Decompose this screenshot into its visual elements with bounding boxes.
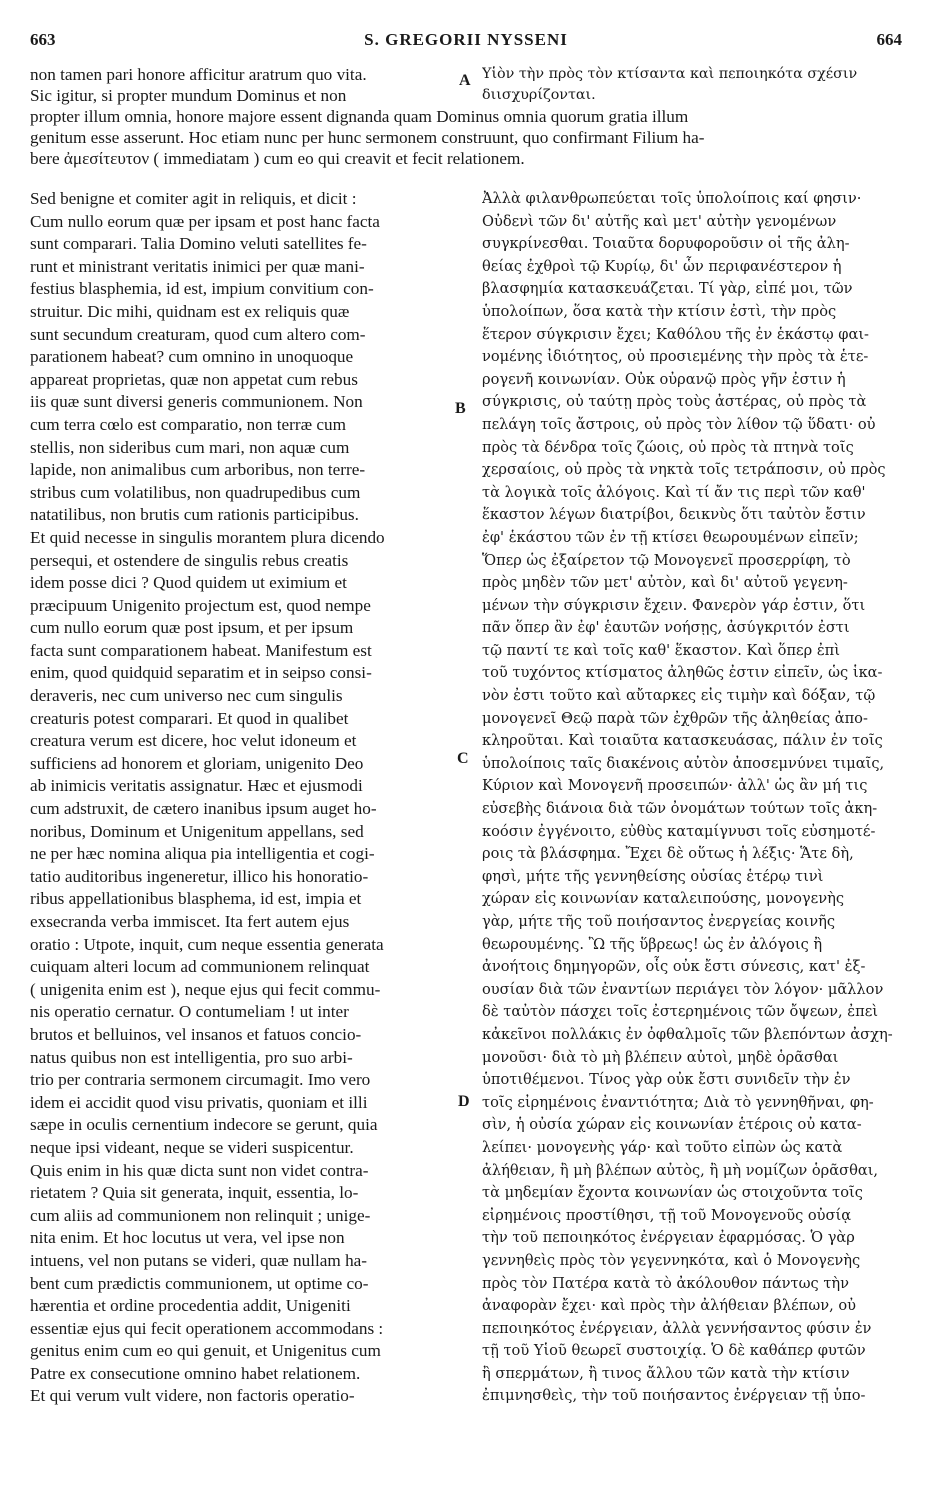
text-line: ὑπολοίπων, ὅσα κατὰ τὴν κτίσιν ἐστὶ, τὴν πρὸς — [482, 302, 837, 320]
text-line: runt et ministrant veritatis inimici per quæ mani- — [30, 256, 365, 276]
full-width-paragraph — [30, 106, 902, 170]
text-line: noribus, Dominum et Unigenitum appellans, sed — [30, 821, 364, 841]
text-line: ρογενῆ κοινωνίαν. Οὐκ οὐρανῷ πρὸς γῆν ἐστιν ἡ — [482, 370, 846, 388]
text-line: cum adstruxit, de cætero inanibus ipsum auget ho- — [30, 799, 377, 819]
text-line: idem ei accidit quod visu privatis, quoniam et illi — [30, 1092, 368, 1112]
text-line: creaturis potest comparari. Et quod in qualibet — [30, 708, 349, 728]
text-line: neque ipsi videant, neque se videri suspicentur. — [30, 1137, 354, 1157]
text-line: nis operatio cernatur. O contumeliam ! ut inter — [30, 1002, 349, 1022]
text-line: συγκρίνεσθαι. Τοιαῦτα δορυφοροῦσιν οἱ τῆς ἀλη- — [482, 235, 850, 253]
text-line: Et quid necesse in singulis morantem plura dicendo — [30, 527, 385, 547]
text-line: ἀλήθειαν, ἢ μὴ βλέπων αὐτὸς, ἢ μὴ νομίζων ὁρᾶσθαι, — [482, 1161, 879, 1179]
text-line: Υἱὸν τὴν πρὸς τὸν κτίσαντα καὶ πεποιηκότα σχέσιν — [482, 66, 858, 82]
text-line: exsecranda verba immiscet. Ita fert autem ejus — [30, 912, 350, 931]
text-line: ἀναφορὰν ἔχει· καὶ πρὸς τὴν ἀλήθειαν βλέπων, οὐ — [482, 1297, 857, 1315]
text-line: τοῦ τυχόντος κτίσματος ἀληθῶς ἐστιν εἰπεῖν, ὡς ἱκα- — [482, 664, 883, 682]
text-line: genitum esse asserunt. Hoc etiam nunc per hunc sermonem construunt, quo confirmant Filium ha- — [30, 128, 705, 147]
text-line: ἐπιμνησθεὶς, τὴν τοῦ ποιήσαντος ἐνέργειαν τῇ ὑπο- — [482, 1387, 866, 1405]
text-line: εὐσεβὴς διάνοια διὰ τῶν ὀνομάτων τούτων τοῖς ἀκη- — [482, 800, 878, 818]
text-line: τῇ τοῦ Υἱοῦ θεωρεῖ συστοιχίᾳ. Ὁ δὲ καθάπερ φυτῶν — [482, 1342, 866, 1360]
text-line: τῷ παντί τε καὶ τοῖς καθ' ἕκαστον. Καὶ ὅπερ ἐπὶ — [482, 641, 840, 659]
text-line: σὶν, ἡ οὐσία χώραν εἰς κοινωνίαν ἑτέροις οὐ κατα- — [482, 1116, 862, 1134]
text-line: ἢ σπερμάτων, ἢ τινος ἄλλου τῶν κατὰ τὴν κτίσιν — [482, 1364, 850, 1382]
text-line: μονογενεῖ Θεῷ παρὰ τῶν ἐχθρῶν τῆς ἀληθείας ἀπο- — [482, 709, 868, 727]
text-line: parationem habeat? cum omnino in unoquoque — [30, 347, 354, 367]
latin-column — [30, 188, 455, 1488]
text-line: propter illum omnia, honore majore essent dignanda quam Dominus omnia quorum gratia illum — [30, 107, 689, 126]
text-line: Κύριον καὶ Μονογενῆ προσειπών· ἀλλ' ὡς ἂν μή τις — [482, 777, 868, 795]
text-line: appareat proprietas, quæ non appetat cum rebus — [30, 369, 358, 389]
text-line: bent cum prædictis communionem, ut optime co- — [30, 1273, 369, 1293]
text-line: præcipuum Unigenito projectum est, quod nempe — [30, 595, 371, 615]
text-line: τὰ μηδεμίαν ἔχοντα κοινωνίαν ὡς στοιχοῦντα τοῖς — [482, 1184, 863, 1202]
greek-opening-lines — [482, 64, 902, 106]
text-line: sunt secundum creaturam, quod cum altero com- — [30, 324, 366, 344]
text-line: Sed benigne et comiter agit in reliquis, et dicit : — [30, 189, 357, 208]
text-line: τὴν τοῦ πεποιηκότος ἐνέργειαν ἐφαρμόσας. Ὁ γὰρ — [482, 1229, 855, 1247]
text-line: πεποιηκότος ἐνέργειαν, ἀλλὰ γεννήσαντος φύσιν ἐν — [482, 1319, 872, 1337]
text-line: τὰ λογικὰ τοῖς ἀλόγοις. Καὶ τί ἄν τις περὶ τῶν καθ' — [482, 483, 866, 501]
text-line: struitur. Dic mihi, quidnam est ex reliquis quæ — [30, 301, 350, 321]
text-line: σύγκρισις, οὐ ταύτῃ πρὸς τοὺς ἀστέρας, οὐ πρὸς τὰ — [482, 393, 867, 411]
text-line: πρὸς τὰ δένδρα τοῖς ζώοις, οὐ πρὸς τὰ πτηνὰ τοῖς — [482, 438, 854, 456]
section-marker-b: B — [455, 400, 466, 417]
latin-opening-lines — [30, 64, 455, 106]
text-line: πρὸς μηδὲν τῶν μετ' αὐτὸν, καὶ δι' αὐτοῦ γεγενη- — [482, 574, 848, 592]
text-line: trio per contraria sermonem circumagit. Imo vero — [30, 1070, 371, 1090]
text-line: essentiæ ejus qui fecit operationem accommodans : — [30, 1318, 384, 1338]
text-line: brutos et belluinos, vel insanos et fatuos concio- — [30, 1024, 362, 1044]
text-line: λείπει· μονογενὴς γάρ· καὶ τοῦτο εἰπὼν ὡς κατὰ — [482, 1138, 843, 1156]
greek-column — [482, 188, 904, 1488]
section-marker-c: C — [457, 750, 469, 767]
text-line: cum nullo eorum quæ post ipsum, et per ipsum — [30, 618, 354, 638]
text-line: nita enim. Et hoc locutus ut vera, vel ipse non — [30, 1228, 345, 1248]
text-line: γεννηθεὶς πρὸς τὸν γεγεννηκότα, καὶ ὁ Μονογενὴς — [482, 1251, 861, 1269]
text-line: stellis, non sideribus cum mari, non aquæ cum — [30, 437, 350, 457]
text-line: sunt comparari. Talia Domino veluti satellites fe- — [30, 234, 367, 254]
text-line: νομένης ἰδιότητος, οὐ προσιεμένης τὴν πρὸς τὰ ἑτε- — [482, 348, 869, 366]
text-line: νὸν ἐστι τοῦτο καὶ αὔταρκες εἰς τιμὴν καὶ δόξαν, τῷ — [482, 687, 876, 705]
text-line: stribus cum volatilibus, non quadrupedibus cum — [30, 482, 361, 502]
text-line: sufficiens ad honorem et gloriam, unigenito Deo — [30, 753, 364, 773]
text-line: natatilibus, non brutis cum rationis participibus. — [30, 505, 359, 525]
text-line: διισχυρίζονται. — [482, 87, 596, 103]
text-line: idem posse dici ? Quod quidem ut eximium et — [30, 573, 347, 593]
document-page — [30, 0, 902, 1501]
text-line: sæpe in oculis cernentium indecore se gerunt, quia — [30, 1115, 378, 1135]
text-line: εἰρημένοις προστίθησι, τῇ τοῦ Μονογενοῦς οὐσίᾳ — [482, 1206, 852, 1224]
text-line: genitus enim cum eo qui genuit, et Unigenitus cum — [30, 1341, 381, 1361]
text-line: cum aliis ad communionem non relinquit ; unige- — [30, 1205, 371, 1225]
text-line: χερσαίοις, οὐ πρὸς τὰ νηκτὰ τοῖς τετράποσιν, οὐ πρὸς — [482, 461, 886, 479]
text-line: μονοῦσι· διὰ τὸ μὴ βλέπειν αὐτοὶ, μηδὲ ὁρᾶσθαι — [482, 1048, 839, 1066]
text-line: intuens, vel non putans se videri, quæ nullam ha- — [30, 1250, 368, 1270]
text-line: Ὅπερ ὡς ἐξαίρετον τῷ Μονογενεῖ προσερρίφη, τὸ — [482, 551, 851, 569]
text-line: κληροῦται. Καὶ τοιαῦτα κατασκευάσας, πάλιν ἐν τοῖς — [482, 732, 883, 750]
text-line: μένων τὴν σύγκρισιν ἔχειν. Φανερὸν γάρ ἐστιν, ὅτι — [482, 596, 866, 614]
page-number-right: 664 — [876, 30, 902, 49]
text-line: Et qui verum vult videre, non factoris operatio- — [30, 1386, 355, 1406]
section-marker-a: A — [459, 72, 471, 89]
text-line: δὲ ταὐτὸν πάσχει τοῖς ἐστερημένοις τῶν ὄψεων, ἐπεὶ — [482, 1003, 879, 1021]
text-line: festius blasphemia, id est, impium convitium con- — [30, 279, 374, 299]
text-line: facta sunt comparationem habeat. Manifestum est — [30, 640, 372, 660]
text-line: ἀνοήτοις δημηγορῶν, οἷς οὐκ ἔστι σύνεσις, κατ' ἐξ- — [482, 958, 866, 976]
text-line: enim, quod quidquid separatim et in seipso consi- — [30, 663, 372, 683]
text-line: χώραν εἰς κοινωνίαν καταλειπούσης, μονογενὴς — [482, 890, 844, 908]
text-line: Quis enim in his quæ dicta sunt non videt contra- — [30, 1160, 369, 1180]
text-line: Οὐδενὶ τῶν δι' αὐτῆς καὶ μετ' αὐτὴν γενομένων — [482, 212, 837, 230]
text-line: βλασφημία κατασκευάζεται. Τί γὰρ, εἰπέ μοι, τῶν — [482, 280, 853, 298]
text-line: Ἀλλὰ φιλανθρωπεύεται τοῖς ὑπολοίποις καί φησιν· — [482, 190, 862, 207]
text-line: θεωρουμένης. Ὢ τῆς ὕβρεως! ὡς ἐν ἀλόγοις ἢ — [482, 935, 823, 953]
text-line: ab inimicis veritatis assignatur. Hæc et ejusmodi — [30, 776, 363, 796]
text-line: πᾶν ὅπερ ἂν ἐφ' ἑαυτῶν νοήσῃς, ἀσύγκριτόν ἐστι — [482, 619, 850, 637]
text-line: κἀκεῖνοι πολλάκις ἐν ὀφθαλμοῖς τῶν βλεπόντων ἀσχη- — [482, 1025, 893, 1043]
text-line: creatura verum est dicere, hoc velut idoneum et — [30, 731, 357, 751]
text-line: ἐφ' ἑκάστου τῶν ἐν τῇ κτίσει θεωρουμένων εἰπεῖν; — [482, 528, 859, 546]
text-line: hærentia et ordine procedentia addit, Unigeniti — [30, 1296, 351, 1316]
text-line: cuiquam alteri locum ad communionem relinquat — [30, 957, 370, 977]
page-number-left: 663 — [30, 30, 56, 49]
text-line: ἕτερον σύγκρισιν ἔχει; Καθόλου τῆς ἐν ἑκάστῳ φαι- — [482, 325, 869, 343]
text-line: rietatem ? Quia sit generata, inquit, essentia, lo- — [30, 1183, 359, 1203]
section-marker-d: D — [458, 1093, 470, 1110]
text-line: iis quæ sunt diversi generis communionem. Non — [30, 392, 363, 412]
text-line: ουσίαν διὰ τῶν ἐναντίων περιάγει τὸν λόγον· μᾶλλον — [482, 980, 884, 998]
text-line: θείας ἐχθροὶ τῷ Κυρίῳ, δι' ὧν περιφανέστερον ἡ — [482, 257, 842, 275]
text-line: ( unigenita enim est ), neque ejus qui fecit commu- — [30, 979, 381, 999]
text-line: ροις τὰ βλάσφημα. Ἔχει δὲ οὕτως ἡ λέξις· Ἅτε δὴ, — [482, 845, 854, 863]
text-line: deraveris, nec cum universo nec cum singulis — [30, 686, 343, 706]
text-line: πελάγη τοῖς ἄστροις, οὐ πρὸς τὸν λίθον τῷ ὕδατι· οὐ — [482, 415, 876, 433]
text-line: lapide, non animalibus cum arboribus, non terre- — [30, 460, 366, 480]
text-line: tatio auditoribus ingeneretur, illico his honoratio- — [30, 866, 369, 886]
text-line: persequi, et ostendere de singulis rebus creatis — [30, 550, 349, 570]
text-line: natus quibus non est intelligentia, pro suo arbi- — [30, 1047, 353, 1067]
text-line: πρὸς τὸν Πατέρα κατὰ τὸ ἀκόλουθον πάντως τὴν — [482, 1274, 850, 1292]
text-line: Patre ex consecutione omnino habet relationem. — [30, 1363, 361, 1383]
text-line: κοόσιν ἐγγένοιτο, εὐθὺς καταμίγνυσι τοῖς εὐσημοτέ- — [482, 822, 876, 840]
text-line: bere ἀμεσίτευτον ( immediatam ) cum eo qui creavit et fecit relationem. — [30, 149, 525, 168]
text-line: cum terra cœlo est comparatio, non terræ cum — [30, 414, 346, 434]
text-line: φησὶ, μήτε τῆς γεννηθείσης οὐσίας ἑτέρῳ τινὶ — [482, 867, 824, 885]
text-line: ὑπολοίποις ταῖς διακένοις αὐτὸν ἀποσεμνύνει τιμαῖς, — [482, 754, 885, 772]
text-line: non tamen pari honore afficitur aratrum quo vita. — [30, 65, 367, 84]
text-line: τοῖς εἰρημένοις ἐναντιότητα; Διὰ τὸ γεννηθῆναι, φη- — [482, 1093, 874, 1111]
text-line: Sic igitur, si propter mundum Dominus et non — [30, 86, 347, 105]
text-line: ἕκαστον λέγων διατρίβοι, δεικνὺς ὅτι ταὐτὸν ἔστιν — [482, 506, 866, 524]
text-line: ribus appellationibus blasphema, id est, impia et — [30, 889, 362, 909]
text-line: oratio : Utpote, inquit, cum neque essentia generata — [30, 934, 384, 954]
text-line: ὑποτιθέμενοι. Τίνος γὰρ οὐκ ἔστι συνιδεῖν τὴν ἐν — [482, 1071, 851, 1089]
text-line: Cum nullo eorum quæ per ipsam et post hanc facta — [30, 211, 380, 231]
running-title: S. GREGORII NYSSENI — [364, 30, 568, 49]
page-header — [30, 30, 902, 54]
text-line: ne per hæc nomina aliqua pia intelligentia et cogi- — [30, 844, 375, 864]
text-line: γὰρ, μήτε τῆς τοῦ ποιήσαντος ἐνεργείας κοινῆς — [482, 913, 836, 930]
